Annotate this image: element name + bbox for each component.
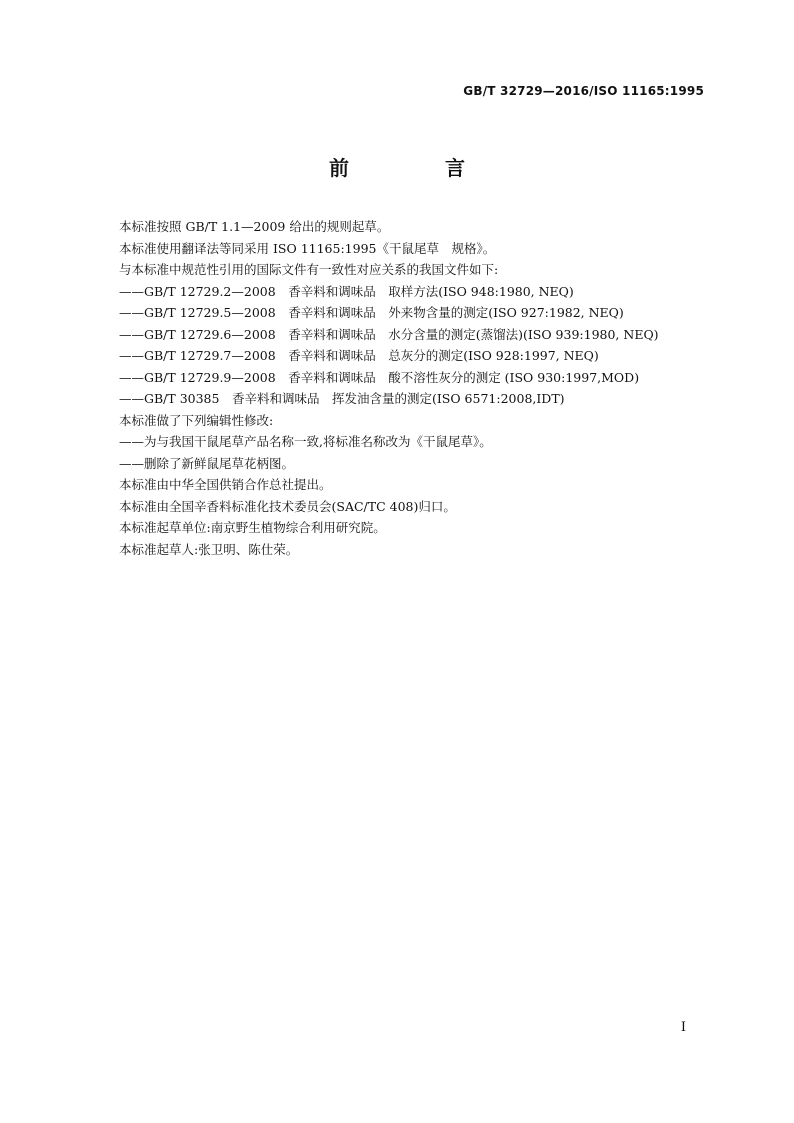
list-item-reference: ——GB/T 12729.2—2008 香辛料和调味品 取样方法(ISO 948:1980, NEQ): [119, 283, 574, 299]
paragraph-proposer: 本标准由中华全国供销合作总社提出。: [119, 477, 332, 492]
list-item-reference: ——GB/T 12729.9—2008 香辛料和调味品 酸不溶性灰分的测定 (ISO 930:1997,MOD): [119, 369, 640, 385]
list-item-reference: ——GB/T 30385 香辛料和调味品 挥发油含量的测定(ISO 6571:2008,IDT): [119, 391, 565, 406]
page-number: I: [680, 1020, 686, 1035]
list-item-editorial-change: ——删除了新鲜鼠尾草花柄图。: [119, 455, 295, 471]
paragraph-drafting-unit: 本标准起草单位:南京野生植物综合利用研究院。: [119, 520, 386, 535]
foreword-body: [119, 216, 719, 560]
paragraph-drafting-rules: 本标准按照 GB/T 1.1—2009 给出的规则起草。: [119, 219, 390, 234]
paragraph-correspondence-intro: 与本标准中规范性引用的国际文件有一致性对应关系的我国文件如下:: [119, 262, 499, 277]
list-item-reference: ——GB/T 12729.6—2008 香辛料和调味品 水分含量的测定(蒸馏法)(ISO 939:1980, NEQ): [119, 326, 659, 342]
list-item-reference: ——GB/T 12729.5—2008 香辛料和调味品 外来物含量的测定(ISO 927:1982, NEQ): [119, 305, 624, 320]
paragraph-drafters: 本标准起草人:张卫明、陈仕荣。: [119, 541, 299, 557]
paragraph-adoption: 本标准使用翻译法等同采用 ISO 11165:1995《干鼠尾草 规格》。: [119, 240, 496, 256]
standard-code-header: GB/T 32729—2016/ISO 11165:1995: [463, 84, 704, 98]
page-title: 前 言: [329, 156, 503, 180]
list-item-editorial-change: ——为与我国干鼠尾草产品名称一致,将标准名称改为《干鼠尾草》。: [119, 434, 492, 449]
paragraph-editorial-changes-intro: 本标准做了下列编辑性修改:: [119, 412, 274, 428]
list-item-reference: ——GB/T 12729.7—2008 香辛料和调味品 总灰分的测定(ISO 928:1997, NEQ): [119, 348, 599, 363]
paragraph-committee: 本标准由全国辛香料标准化技术委员会(SAC/TC 408)归口。: [119, 498, 456, 514]
